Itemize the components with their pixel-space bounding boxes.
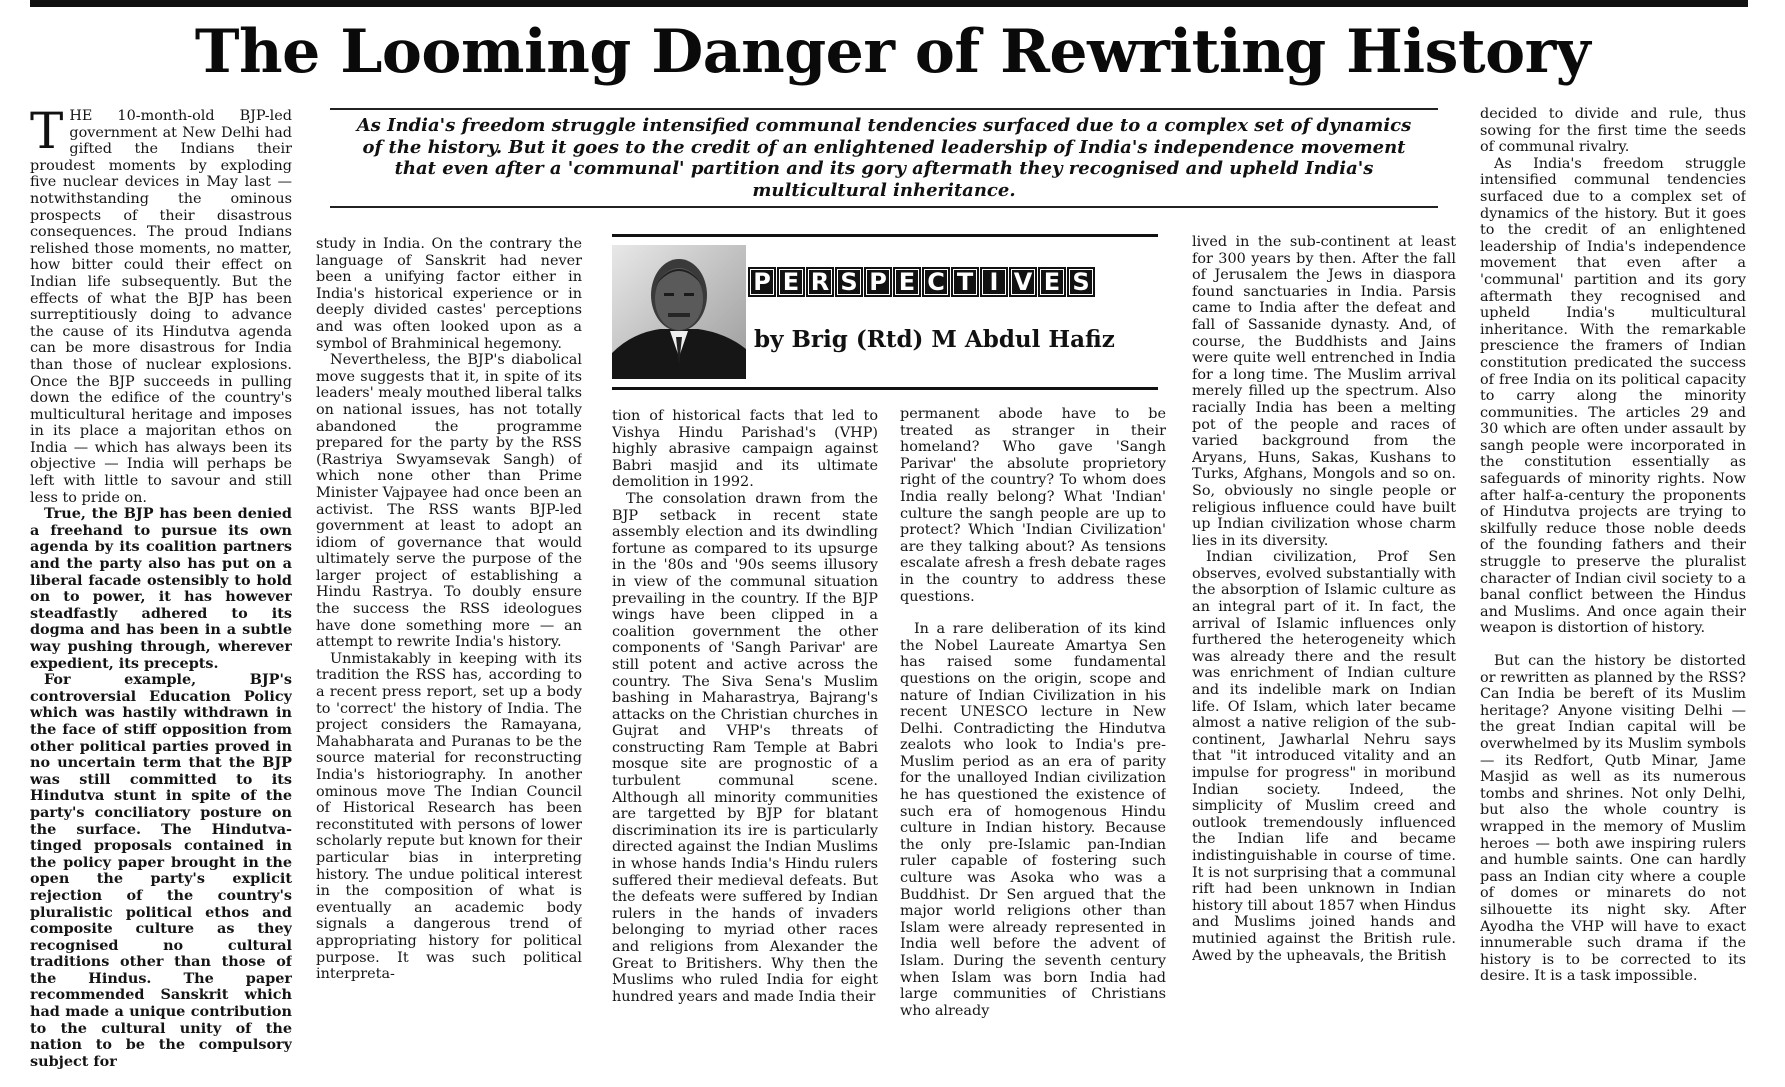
paragraph: Nevertheless, the BJP's diabolical move suggests that it, in spite of its leaders' mealy mouthed liberal talks on national issues, has not totally abandoned the programme prepared for the party by the RSS (Rastriya Swyamsevak Sangh) of which none other than Prime Minister Vajpayee had once been an activist. The RSS wants BJP-led government at least to adopt an idiom of governance that would ultimately serve the purpose of the larger project of establishing a Hindu Rastrya. To doubly ensure the success the RSS ideologues have done something more — an attempt to rewrite India's history.	[316, 352, 582, 651]
article-column-3	[612, 408, 878, 1083]
paragraph: permanent abode have to be treated as stranger in their homeland? Who gave 'Sangh Parivar' the absolute proprietory right of the country? To whom does India really belong? What 'Indian' culture the sangh people are up to protect? Which 'Indian Civilization' are they talking about? As tensions escalate afresh a fresh debate rages in the country to address these questions.	[900, 406, 1166, 605]
paragraph: decided to divide and rule, thus sowing for the first time the seeds of communal rivalry.	[1480, 106, 1746, 156]
article-column-1	[30, 108, 292, 1083]
top-rule	[30, 0, 1748, 7]
author-photo	[612, 245, 746, 379]
perspectives-letter: P	[748, 267, 776, 297]
paragraph	[30, 108, 292, 506]
perspectives-letter: T	[951, 267, 979, 297]
headline: The Looming Danger of Rewriting History	[194, 17, 1591, 87]
perspectives-letter: V	[1009, 267, 1037, 297]
perspectives-letter: P	[864, 267, 892, 297]
perspectives-letter: R	[806, 267, 834, 297]
perspectives-letter: C	[922, 267, 950, 297]
article-column-4	[900, 406, 1166, 1083]
paragraph: Indian civilization, Prof Sen observes, evolved substantially with the absorption of Islamic culture as an integral part of it. In fact, the arrival of Islamic influences only furthered the heterogeneity which was already there and the result was enrichment of Indian culture and its indelible mark on Indian life. Of Islam, which later became almost a native religion of the sub-continent, Jawharlal Nehru says that "it introduced vitality and an impulse for progress" in moribund Indian society. Indeed, the simplicity of Muslim creed and outlook tremendously influenced the Indian life and became indistinguishable in course of time. It is not surprising that a communal rift had been unknown in Indian history till about 1857 when Hindus and Muslims joined hands and mutinied against the British rule. Awed by the upheavals, the British	[1192, 549, 1456, 964]
paragraph: lived in the sub-continent at least for 300 years by then. After the fall of Jerusalem the Jews in diaspora found sanctuaries in India. Parsis came to India after the defeat and fall of Sassanide dynasty. And, of course, the Buddhists and Jains were quite well entrenched in India for a long time. The Muslim arrival merely filled up the spectrum. Also racially India has been a melting pot of the people and races of varied background from the Aryans, Huns, Sakas, Kushans to Turks, Afghans, Mongols and so on. So, obviously no single people or religious influence could have built up Indian civilization whose charm lies in its diversity.	[1192, 234, 1456, 549]
perspectives-letter: E	[777, 267, 805, 297]
perspectives-letter: S	[1067, 267, 1095, 297]
paragraph: Unmistakably in keeping with its tradition the RSS has, according to a recent press report, set up a body to 'correct' the history of India. The project considers the Ramayana, Mahabharata and Puranas to be the source material for reconstructing India's historiography. In another ominous move The Indian Council of Historical Research has been reconstituted with persons of lower scholarly repute but known for their particular bias in interpreting history. The undue political interest in the composition of what is eventually an academic body signals a dangerous trend of appropriating history for political purpose. It was such political interpreta-	[316, 650, 582, 983]
article-column-2	[316, 236, 582, 1083]
paragraph: But can the history be distorted or rewritten as planned by the RSS? Can India be bereft of its Muslim heritage? Anyone visiting Delhi — the great Indian capital will be overwhelmed by its Muslim symbols — its Redfort, Qutb Minar, Jame Masjid as well as its numerous tombs and shrines. Not only Delhi, but also the whole country is wrapped in the memory of Muslim heroes — both awe inspiring rulers and humble saints. One can hardly pass an Indian city where a couple of domes or minarets do not silhouette its night sky. After Ayodha the VHP will have to exact innumerable such drama if the history is to be corrected to its desire. It is a task impossible.	[1480, 653, 1746, 985]
paragraph: For example, BJP's controversial Education Policy which was hastily withdrawn in the face of stiff opposition from other political parties proved in no uncertain term that the BJP was still committed to its Hindutva stunt in spite of the party's conciliatory posture on the surface. The Hindutva-tinged proposals contained in the policy paper brought in the open the party's explicit rejection of the country's pluralistic political ethos and composite culture as they recognised no cultural traditions other than those of the Hindus. The paper recommended Sanskrit which had made a unique contribution to the cultural unity of the nation to be the compulsory subject for	[30, 671, 292, 1070]
paragraph: True, the BJP has been denied a freehand to pursue its own agenda by its coalition partners and the party also has put on a liberal facade ostensibly to hold on to power, it has however steadfastly adhered to its dogma and has been in a subtle way pushing through, wherever expedient, its precepts.	[30, 505, 292, 672]
paragraph: tion of historical facts that led to Vishya Hindu Parishad's (VHP) highly abrasive campaign against Babri masjid and its ultimate demolition in 1992.	[612, 408, 878, 491]
column-byline-box	[612, 234, 1158, 390]
paragraph: In a rare deliberation of its kind the Nobel Laureate Amartya Sen has raised some fundamental questions on the origin, scope and nature of Indian Civilization in his recent UNESCO lecture in New Delhi. Contradicting the Hindutva zealots who look to India's pre-Muslim period as an era of parity for the unalloyed Indian civilization he has questioned the existence of such era of homogenous Hindu culture in Indian history. Because the only pre-Islamic pan-Indian ruler capable of fostering such culture was Asoka who was a Buddhist. Dr Sen argued that the major world religions other than Islam were already represented in India well before the advent of Islam. During the seventh century when Islam was born India had large communities of Christians who already	[900, 621, 1166, 1019]
author-portrait-icon	[612, 245, 746, 379]
article-column-5	[1192, 234, 1456, 1083]
perspectives-letter: E	[893, 267, 921, 297]
perspectives-label	[748, 267, 1096, 297]
drop-cap: T	[30, 108, 64, 160]
paragraph: As India's freedom struggle intensified communal tendencies surfaced due to a complex set of dynamics of the history. But it goes to the credit of an enlightened leadership of India's independence movement that even after a 'communal' partition and its gory aftermath they recognised and upheld India's multicultural inheritance. With the remarkable prescience the framers of Indian constitution predicated the success of free India on its political capacity to carry along the minority communities. The articles 29 and 30 which are often under assault by sangh people were incorporated in the constitution essentially as safeguards of minority rights. Now after half-a-century the proponents of Hindutva projects are trying to skilfully reduce those noble deeds of the founding fathers and their struggle to preserve the pluralist character of Indian civil society to a banal conflict between the Hindus and Muslims. And once again their weapon is distortion of history.	[1480, 155, 1746, 637]
article-column-6	[1480, 106, 1746, 1083]
paragraph: The consolation drawn from the BJP setback in recent state assembly election and its dwindling fortune as compared to its upsurge in the '80s and '90s seems illusory in view of the communal situation prevailing in the country. If the BJP wings have been clipped in a coalition government the other components of 'Sangh Parivar' are still potent and active across the country. The Siva Sena's Muslim bashing in Maharastrya, Bajrang's attacks on the Christian churches in Gujrat and VHP's threats of constructing Ram Temple at Babri mosque site are prognostic of a turbulent communal scene. Although all minority communities are targetted by BJP for blatant discrimination its ire is particularly directed against the Indian Muslims in whose hands India's Hindu rulers suffered their medieval defeats. But the defeats were suffered by Indian rulers in the hands of invaders belonging to myriad other races and religions from Alexander the Great to Britishers. Why then the Muslims who ruled India for eight hundred years and made India their	[612, 490, 878, 1005]
perspectives-letter: S	[835, 267, 863, 297]
byline: by Brig (Rtd) M Abdul Hafiz	[754, 326, 1115, 353]
perspectives-letter: I	[980, 267, 1008, 297]
perspectives-letter: E	[1038, 267, 1066, 297]
pull-quote-box	[330, 108, 1438, 208]
paragraph-text: HE 10-month-old BJP-led government at New Delhi had gifted the Indians their proudest moments by exploding five nuclear devices in May last — notwithstanding the ominous prospects of their disastrous consequences. The proud Indians relished those moments, no matter, how bitter could their effect on Indian life subsequently. But the effects of what the BJP has been surreptitiously doing to advance the cause of its Hindutva agenda can be more disastrous for India than those of nuclear explosions. Once the BJP succeeds in pulling down the edifice of the country's multicultural heritage and imposes in its place a majoritan ethos on India — which has always been its objective — India will perhaps be left with little to savour and still less to pride on.	[30, 108, 292, 506]
paragraph: study in India. On the contrary the language of Sanskrit had never been a unifying factor either in India's historical experience or in deeply divided castes' perceptions and was often looked upon as a symbol of Brahminical hegemony.	[316, 236, 582, 352]
pull-quote: As India's freedom struggle intensified communal tendencies surfaced due to a complex set of dynamics of the history. But it goes to the credit of an enlightened leadership of India's independence movement that even after a 'communal' partition and its gory aftermath they recognised and upheld India's multicultural inheritance.	[356, 115, 1412, 201]
